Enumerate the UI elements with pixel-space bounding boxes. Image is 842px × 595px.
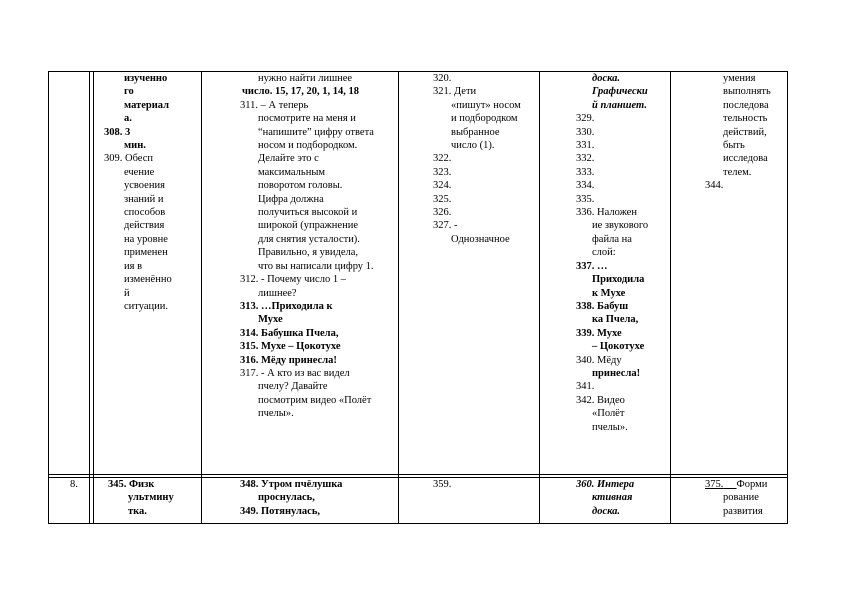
text-line: 315. Мухе – Цокотухе bbox=[240, 341, 341, 353]
text-line: 308. 3 bbox=[104, 126, 131, 138]
text-line: 327. - bbox=[433, 220, 458, 232]
text-line: ультмину bbox=[128, 492, 174, 504]
text-line: 333. bbox=[576, 166, 595, 178]
text-line: мин. bbox=[124, 140, 146, 152]
text-line: «Полёт bbox=[592, 408, 625, 420]
text-line: 349. Потянулась, bbox=[240, 505, 320, 517]
text-line: 317. - А кто из вас видел bbox=[240, 367, 350, 379]
text-line: – Цокотухе bbox=[592, 341, 645, 353]
text-line: способов bbox=[124, 207, 166, 219]
text-line: широкой (упражнение bbox=[258, 220, 358, 232]
text-line: выполнять bbox=[723, 86, 771, 98]
text-line: 322. bbox=[433, 153, 452, 165]
text-line: изменённо bbox=[124, 274, 172, 286]
text-line: материал bbox=[124, 99, 169, 111]
text-line: 326. bbox=[433, 207, 452, 219]
text-line: что вы написали цифру 1. bbox=[258, 260, 374, 272]
row-number: 8. bbox=[70, 479, 78, 490]
text-line: й планшет. bbox=[592, 99, 647, 111]
row-divider bbox=[48, 474, 787, 475]
row8-student-activity-cell bbox=[433, 478, 533, 491]
text-line: нужно найти лишнее bbox=[258, 73, 353, 84]
text-line: знаний и bbox=[124, 193, 164, 205]
text-line: ктивная bbox=[592, 492, 633, 504]
text-line: умения bbox=[723, 73, 756, 84]
text-line: 309. Обесп bbox=[104, 153, 153, 165]
text-line: 332. bbox=[576, 153, 595, 165]
text-line: пчелу? Давайте bbox=[258, 381, 328, 393]
text-line: 340. Мёду bbox=[576, 354, 622, 366]
text-line: а. bbox=[124, 113, 132, 125]
text-line: 321. Дети bbox=[433, 86, 477, 98]
text-line: 316. Мёду принесла! bbox=[240, 354, 337, 366]
text-line: файла на bbox=[592, 233, 632, 245]
text-line: принесла! bbox=[592, 367, 641, 379]
text-line: число. 15, 17, 20, 1, 14, 18 bbox=[242, 86, 360, 98]
text-line: 334. bbox=[576, 180, 595, 192]
text-line: носом и подбородком. bbox=[258, 140, 358, 152]
row8-stage-cell bbox=[108, 478, 198, 518]
row7-resources-cell bbox=[576, 72, 666, 434]
text-line: 337. … bbox=[576, 260, 608, 272]
text-line: действия bbox=[124, 220, 165, 232]
text-line: к Мухе bbox=[592, 287, 626, 299]
table-right-border bbox=[787, 71, 788, 524]
text-line: выбранное bbox=[451, 126, 500, 138]
text-line: быть bbox=[723, 140, 745, 152]
row7-teacher-activity-cell bbox=[242, 72, 392, 421]
column-divider bbox=[398, 71, 399, 524]
text-line: тельность bbox=[723, 113, 768, 125]
text-line: 330. bbox=[576, 126, 595, 138]
column-divider bbox=[93, 71, 94, 524]
underline-gap bbox=[723, 479, 736, 490]
column-divider bbox=[89, 71, 90, 524]
row8-outcomes-cell bbox=[705, 478, 785, 518]
column-divider bbox=[201, 71, 202, 524]
text-line: 344. bbox=[705, 180, 724, 192]
text-line: исследова bbox=[723, 153, 768, 165]
text-line: Цифра должна bbox=[258, 193, 324, 205]
text-line: для снятия усталости). bbox=[258, 233, 360, 245]
text-line: 342. Видео bbox=[576, 394, 625, 406]
text-line: “напишите” цифру ответа bbox=[258, 126, 374, 138]
text-line: 311. – А теперь bbox=[240, 99, 309, 111]
table-bottom-border bbox=[48, 523, 787, 524]
text-line: 341. bbox=[576, 381, 595, 393]
text-line: Приходила bbox=[592, 274, 645, 286]
text-line: рование bbox=[723, 492, 759, 504]
text-line: 323. bbox=[433, 166, 452, 178]
text-line: поворотом головы. bbox=[258, 180, 343, 192]
text-line: «пишут» носом bbox=[451, 99, 521, 111]
text-line: пчелы». bbox=[258, 408, 294, 420]
text-line: доска. bbox=[592, 73, 621, 84]
text-line: пчелы». bbox=[592, 421, 628, 433]
text-line: Мухе bbox=[258, 314, 283, 326]
text-line: посмотрите на меня и bbox=[258, 113, 356, 125]
item-number: 375. bbox=[705, 479, 724, 490]
row8-number-cell bbox=[70, 478, 88, 491]
text-line: максимальным bbox=[258, 166, 326, 178]
text-line: 324. bbox=[433, 180, 452, 192]
text-line: 348. Утром пчёлушка bbox=[240, 479, 343, 490]
text-line: на уровне bbox=[124, 233, 168, 245]
text-line: 345. Физк bbox=[108, 479, 155, 490]
text-line: 313. …Приходила к bbox=[240, 300, 333, 312]
text-line: 359. bbox=[433, 479, 452, 490]
text-line: 329. bbox=[576, 113, 595, 125]
text-line: усвоения bbox=[124, 180, 165, 192]
text-line: го bbox=[124, 86, 134, 98]
text-line: 360. Интера bbox=[576, 479, 635, 490]
row8-resources-cell bbox=[576, 478, 666, 518]
row7-stage-cell bbox=[104, 72, 198, 313]
text-line: изученно bbox=[124, 73, 168, 84]
text-line: Правильно, я увидела, bbox=[258, 247, 359, 259]
text-line: развития bbox=[723, 505, 763, 517]
text-line: ия в bbox=[124, 260, 143, 272]
text-line: получиться высокой и bbox=[258, 207, 358, 219]
text-line: 312. - Почему число 1 – bbox=[240, 274, 346, 286]
text-line: 314. Бабушка Пчела, bbox=[240, 327, 339, 339]
text-line: посмотрим видео «Полёт bbox=[258, 394, 372, 406]
text-line: 325. bbox=[433, 193, 452, 205]
column-divider bbox=[670, 71, 671, 524]
row7-student-activity-cell bbox=[433, 72, 533, 246]
text-line: телем. bbox=[723, 166, 752, 178]
text-line: 331. bbox=[576, 140, 595, 152]
text-fragment: Форми bbox=[736, 479, 768, 490]
text-line: 320. bbox=[433, 73, 452, 84]
text-line: ка Пчела, bbox=[592, 314, 639, 326]
text-line: ситуации. bbox=[124, 300, 168, 312]
text-line: доска. bbox=[592, 505, 621, 517]
text-line: проснулась, bbox=[258, 492, 315, 504]
text-line: Однозначное bbox=[451, 233, 510, 245]
text-line: действий, bbox=[723, 126, 767, 138]
text-line: 339. Мухе bbox=[576, 327, 622, 339]
row7-outcomes-cell bbox=[705, 72, 785, 193]
text-line: слой: bbox=[592, 247, 616, 259]
text-line bbox=[705, 478, 785, 491]
text-line: лишнее? bbox=[258, 287, 297, 299]
text-line: ечение bbox=[124, 166, 155, 178]
table-left-border bbox=[48, 71, 49, 524]
text-line: 336. Наложен bbox=[576, 207, 637, 219]
text-line: последова bbox=[723, 99, 769, 111]
text-line: тка. bbox=[128, 505, 147, 517]
row8-teacher-activity-cell bbox=[242, 478, 392, 518]
text-line: и подбородком bbox=[451, 113, 518, 125]
text-line: число (1). bbox=[451, 140, 495, 152]
text-line: применен bbox=[124, 247, 168, 259]
text-line: Делайте это с bbox=[258, 153, 319, 165]
text-line: ие звукового bbox=[592, 220, 649, 232]
text-line: 335. bbox=[576, 193, 595, 205]
text-line: 338. Бабуш bbox=[576, 300, 629, 312]
text-line: Графически bbox=[592, 86, 648, 98]
column-divider bbox=[539, 71, 540, 524]
text-line: й bbox=[124, 287, 130, 299]
